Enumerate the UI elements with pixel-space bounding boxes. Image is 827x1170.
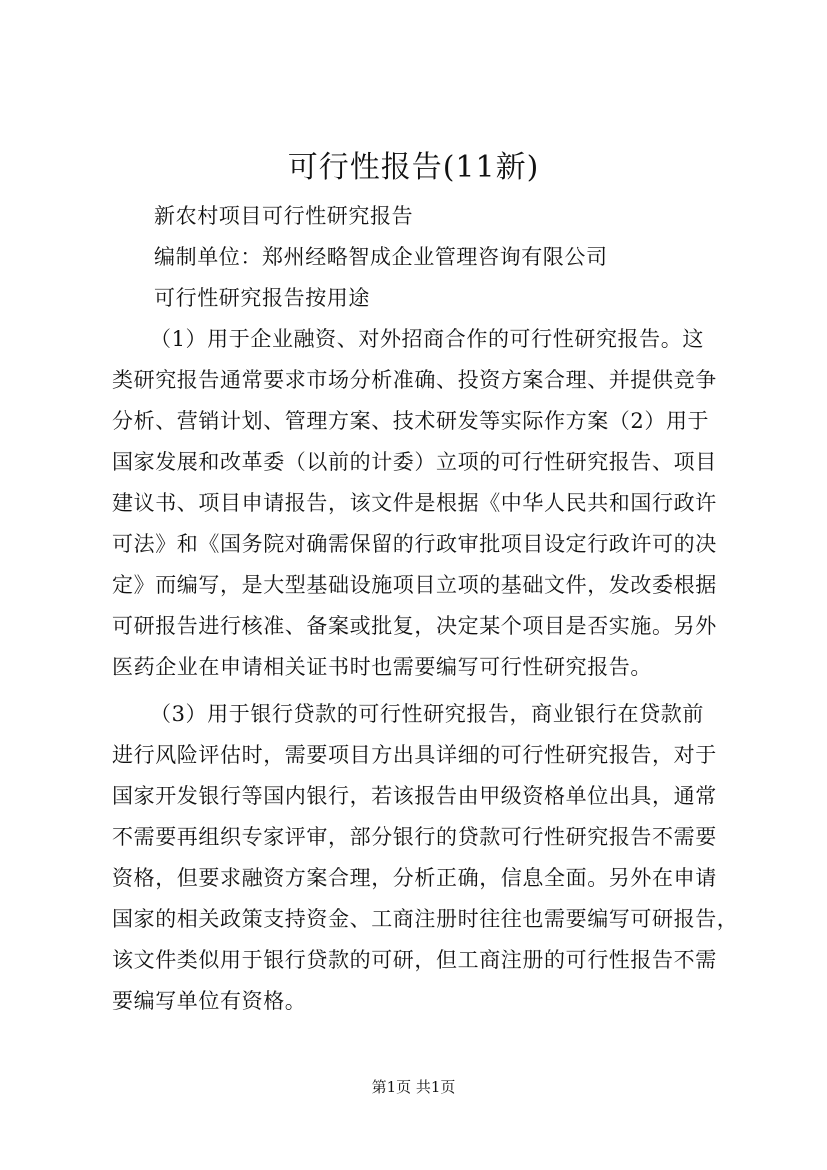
- paragraph-line: （1）用于企业融资、对外招商合作的可行性研究报告。这: [150, 327, 704, 351]
- page-footer: 第1页 共1页: [371, 1078, 456, 1096]
- document-title: 可行性报告(11新): [287, 150, 540, 185]
- paragraph-line: 进行风险评估时，需要项目方出具详细的可行性研究报告，对于: [112, 743, 717, 767]
- paragraph-1: [112, 319, 722, 688]
- paragraph-line: 要编写单位有资格。: [112, 989, 307, 1013]
- paragraph-line: 分析、营销计划、管理方案、技术研发等实际作方案（2）用于: [112, 409, 710, 433]
- heading-compiler: 编制单位：郑州经略智成企业管理咨询有限公司: [154, 245, 608, 269]
- paragraph-line: （3）用于银行贷款的可行性研究报告，商业银行在贷款前: [150, 702, 704, 726]
- paragraph-line: 类研究报告通常要求市场分析准确、投资方案合理、并提供竞争: [112, 368, 717, 392]
- paragraph-line: 可研报告进行核准、备案或批复，决定某个项目是否实施。另外: [112, 614, 717, 638]
- paragraph-line: 建议书、项目申请报告，该文件是根据《中华人民共和国行政许: [112, 491, 717, 515]
- heading-project: 新农村项目可行性研究报告: [154, 204, 414, 228]
- paragraph-line: 资格，但要求融资方案合理，分析正确，信息全面。另外在申请: [112, 866, 717, 890]
- paragraph-line: 国家的相关政策支持资金、工商注册时往往也需要编写可研报告，: [112, 907, 739, 931]
- document-body: [112, 196, 739, 1022]
- paragraph-line: 定》而编写，是大型基础设施项目立项的基础文件，发改委根据: [112, 573, 717, 597]
- paragraph-2: [112, 694, 739, 1022]
- paragraph-line: 国家开发银行等国内银行，若该报告由甲级资格单位出具，通常: [112, 784, 717, 808]
- paragraph-line: 可法》和《国务院对确需保留的行政审批项目设定行政许可的决: [112, 532, 717, 556]
- paragraph-line: 国家发展和改革委（以前的计委）立项的可行性研究报告、项目: [112, 450, 717, 474]
- paragraph-line: 不需要再组织专家评审，部分银行的贷款可行性研究报告不需要: [112, 825, 717, 849]
- paragraph-line: 医药企业在申请相关证书时也需要编写可行性研究报告。: [112, 655, 652, 679]
- paragraph-line: 该文件类似用于银行贷款的可研，但工商注册的可行性报告不需: [112, 948, 717, 972]
- heading-usage: 可行性研究报告按用途: [154, 286, 370, 310]
